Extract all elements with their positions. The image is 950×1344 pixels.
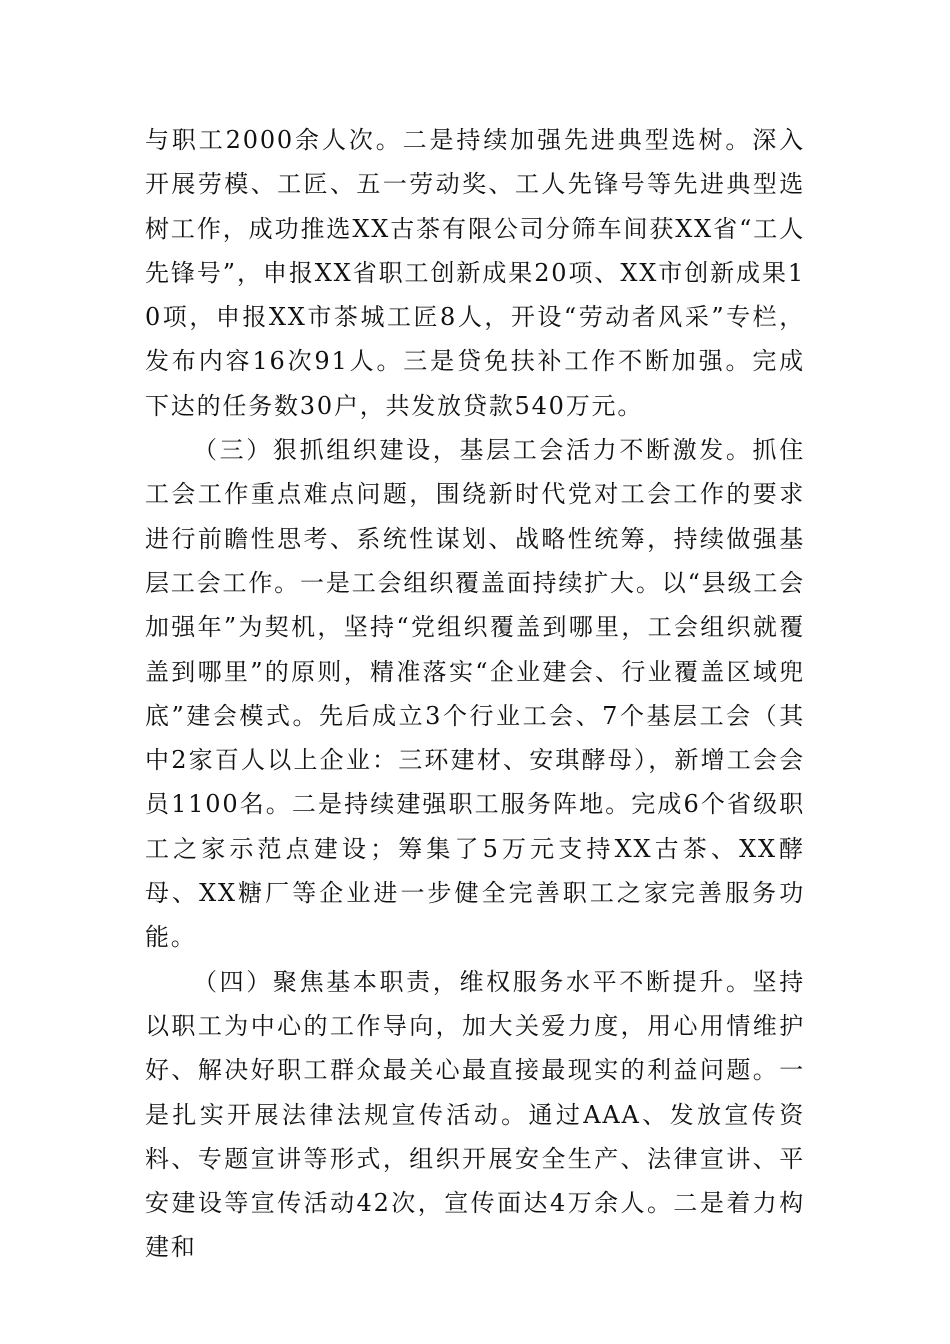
paragraph-rights-services: （四）聚焦基本职责，维权服务水平不断提升。坚持以职工为中心的工作导向，加大关爱力度，用心用情维护好、解决好职工群众最关心最直接最现实的利益问题。一是扎实开展法律法规宣传活动。通过AAA、发放宣传资料、专题宣讲等形式，组织开展安全生产、法律宣讲、平安建设等宣传活动42次，宣传面达4万余人。二是着力构建和 — [145, 967, 805, 1262]
document-body — [145, 118, 805, 1270]
paragraph-continuation: 与职工2000余人次。二是持续加强先进典型选树。深入开展劳模、工匠、五一劳动奖、工人先锋号等先进典型选树工作，成功推选XX古茶有限公司分筛车间获XX省“工人先锋号”，申报XX省职工创新成果20项、XX市创新成果10项，申报XX市茶城工匠8人，开设“劳动者风采”专栏，发布内容16次91人。三是贷免扶补工作不断加强。完成下达的任务数30户，共发放贷款540万元。 — [145, 126, 805, 420]
paragraph-organization-building: （三）狠抓组织建设，基层工会活力不断激发。抓住工会工作重点难点问题，围绕新时代党对工会工作的要求进行前瞻性思考、系统性谋划、战略性统筹，持续做强基层工会工作。一是工会组织覆盖面持续扩大。以“县级工会加强年”为契机，坚持“党组织覆盖到哪里，工会组织就覆盖到哪里”的原则，精准落实“企业建会、行业覆盖区域兜底”建会模式。先后成立3个行业工会、7个基层工会（其中2家百人以上企业：三环建材、安琪酵母），新增工会会员1100名。二是持续建强职工服务阵地。完成6个省级职工之家示范点建设；筹集了5万元支持XX古茶、XX酵母、XX糖厂等企业进一步健全完善职工之家完善服务功能。 — [145, 436, 805, 952]
